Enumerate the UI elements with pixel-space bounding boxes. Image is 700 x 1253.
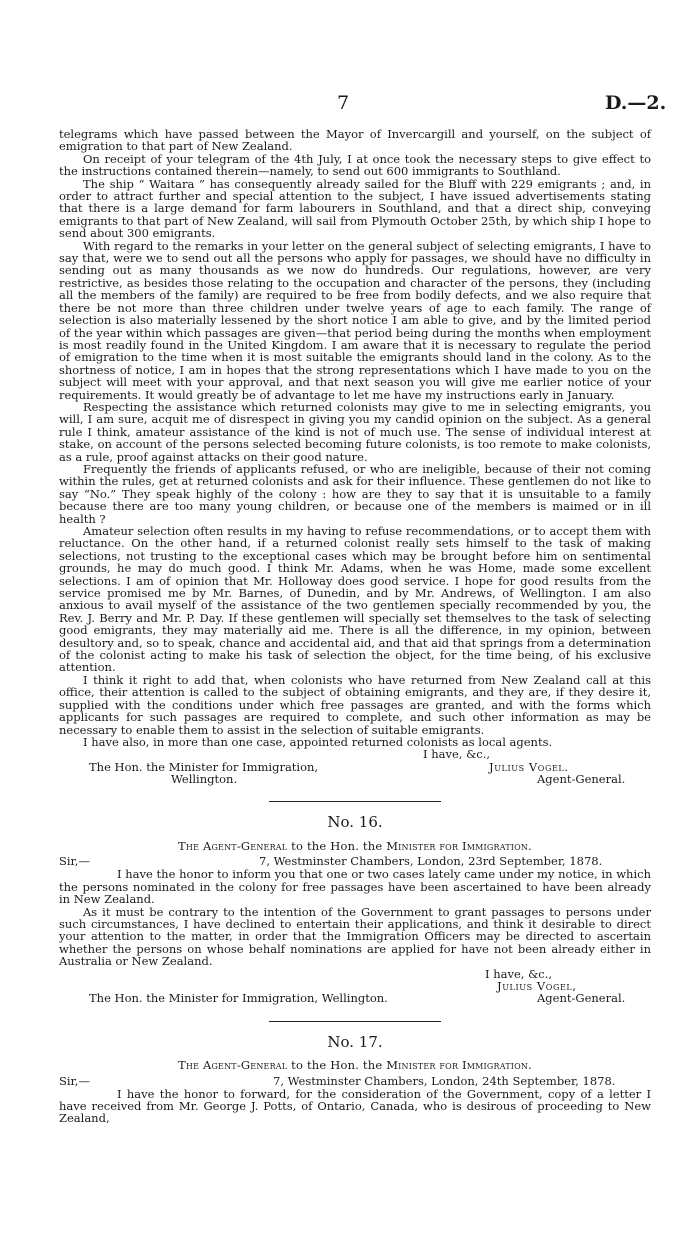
paragraph: On receipt of your telegram of the 4th July, I at once took the necessary steps to give effect to the instructions contained therein—namely, to send out 600 immigrants to Southland. — [59, 151, 651, 179]
letter-number: No. 16. — [327, 813, 383, 832]
signature: Julius Vogel, — [497, 978, 577, 993]
heading-from: The Agent-General — [178, 838, 288, 853]
heading-to: Minister for Immigration. — [386, 1058, 532, 1073]
address-date: 7, Westminster Chambers, London, 24th September, 1878. — [273, 1073, 616, 1088]
paragraph: Amateur selection often results in my having to refuse recommendations, or to accept them with reluctance. On the other hand, if a returned colonist really sets himself to the task of making selections, not trusting to the exceptional cases which may be brought before him on sentimental grounds, he may do much good. I think Mr. Adams, when he was Home, made some excellent selections. I am of opinion that Mr. Holloway does good service. I hope for good results from the service promised me by Mr. Barnes, of Dunedin, and by Mr. Andrews, of Wellington. I am also anxious to avail myself of the assistance of the two gentlemen specially recommended by you, the Rev. J. Berry and Mr. P. Day. If these gentlemen will specially set themselves to the task of selecting good emigrants, they may materially aid me. There is all the difference, in my opinion, between desultory and, so to speak, chance and accidental aid, and that aid that springs from a determination of the colonist acting to make his task of selection the object, for the time being, of his exclusive attention. — [59, 524, 651, 675]
letter-heading — [59, 1059, 651, 1071]
salutation: Sir,— — [59, 1073, 90, 1088]
heading-mid: to the Hon. the — [287, 838, 387, 853]
closing-line — [59, 748, 651, 760]
salutation: Sir,— — [59, 854, 90, 869]
heading-to: Minister for Immigration. — [386, 838, 532, 853]
addressee-place: Wellington. — [171, 772, 238, 787]
letter-heading — [59, 840, 651, 852]
paragraph: telegrams which have passed between the Mayor of Invercargill and yourself, on the subject of emigration to that part of New Zealand. — [59, 127, 651, 154]
paragraph: As it must be contrary to the intention of the Government to grant passages to persons under such circumstances, I have declined to entertain their applications, and think it desirable to direct your attention to the matter, in order that the Immigration Officers may be directed to ascertain whether the persons on whose behalf nominations are applied for have not been already either in Australia or New Zealand. — [59, 904, 651, 969]
signature-title: Agent-General. — [537, 991, 626, 1006]
closing: I have, &c., — [485, 966, 553, 981]
signature-title: Agent-General. — [537, 772, 626, 787]
addressee: The Hon. the Minister for Immigration, Wellington. — [89, 991, 388, 1006]
addressee: The Hon. the Minister for Immigration, — [89, 759, 319, 774]
paragraph: Respecting the assistance which returned colonists may give to me in selecting emigrants, you will, I am sure, acquit me of disrespect in giving you my candid opinion on the subject. As a general rule I think, amateur assistance of the kind is not of much use. The sense of individual interest at stake, on account of the persons selected becoming future colonists, is too remote to make colonists, as a rule, proof against attacks on their good nature. — [59, 399, 651, 464]
paragraph: I have the honor to forward, for the consideration of the Government, copy of a letter I have received from Mr. George J. Potts, of Ontario, Canada, who is desirous of proceeding to New Zealand, — [59, 1086, 651, 1126]
paragraph: I think it right to add that, when colonists who have returned from New Zealand call at this office, their attention is called to the subject of obtaining emigrants, and they are, if they desire it, supplied with the conditions under which free passages are granted, and with the forms which applicants for such passages are required to complete, and such other information as may be necessary to enable them to assist in the selection of suitable emigrants. — [59, 672, 651, 737]
heading-from: The Agent-General — [178, 1058, 288, 1073]
document-code: D.—2. — [605, 92, 667, 114]
paragraph: With regard to the remarks in your letter on the general subject of selecting emigrants, I have to say that, were we to send out all the persons who apply for passages, we should have no difficulty in sending out as many thousands as we now do hundreds. Our regulations, however, are very restrictive, as besides those relating to the occupation and character of the persons, they (including all the members of the family) are required to be free from bodily defects, and we also require that there be not more than three children under twelve years of age to each family. The range of selection is also materially lessened by the short notice I am able to give, and by the limited period of the year within which passages are given—that period being during the months when employment is most readily found in the United Kingdom. I am aware that it is necessary to regulate the period of emigration to the time when it is most suitable the emigrants should land in the colony. As to the shortness of notice, I am in hopes that the strong representations which I have made to you on the subject will meet with your approval, and that next season you will give me earlier notice of your requirements. It would greatly be of advantage to let me have my instructions early in January. — [59, 238, 651, 402]
letter-number: No. 17. — [327, 1032, 383, 1051]
page-body — [59, 128, 651, 1125]
section-divider — [269, 801, 441, 802]
salutation-line — [59, 1075, 651, 1088]
section-divider — [269, 1021, 441, 1022]
page-number: 7 — [337, 92, 350, 114]
heading-mid: to the Hon. the — [287, 1058, 387, 1073]
paragraph: Frequently the friends of applicants refused, or who are ineligible, because of their not coming within the rules, get at returned colonists and ask for their influence. These gentlemen do not like to say “No.” They speak highly of the colony : how are they to say that it is unsuitable to a family because there are too many young children, or because one of the members is maimed or in ill health ? — [59, 461, 651, 526]
salutation-line — [59, 855, 651, 868]
signature: Julius Vogel. — [489, 759, 569, 774]
addressee-place-line — [59, 773, 651, 785]
address-date: 7, Westminster Chambers, London, 23rd September, 1878. — [259, 854, 603, 869]
closing: I have, &c., — [423, 747, 491, 762]
paragraph: I have the honor to inform you that one or two cases lately came under my notice, in which the persons nominated in the colony for free passages have been ascertained to have been already in New Zealand. — [59, 867, 651, 907]
paragraph: I have also, in more than one case, appointed returned colonists as local agents. — [83, 734, 553, 749]
addressee-line — [59, 992, 651, 1004]
paragraph: The ship “ Waitara ” has consequently already sailed for the Bluff with 229 emigrants ; and, in order to attract further and special attention to the subject, I have issued advertisements stating that there is a large demand for farm labourers in Southland, and that a direct ship, conveying emigrants to that part of New Zealand, will sail from Plymouth October 25th, by which ship I hope to send about 300 emigrants. — [59, 176, 651, 241]
